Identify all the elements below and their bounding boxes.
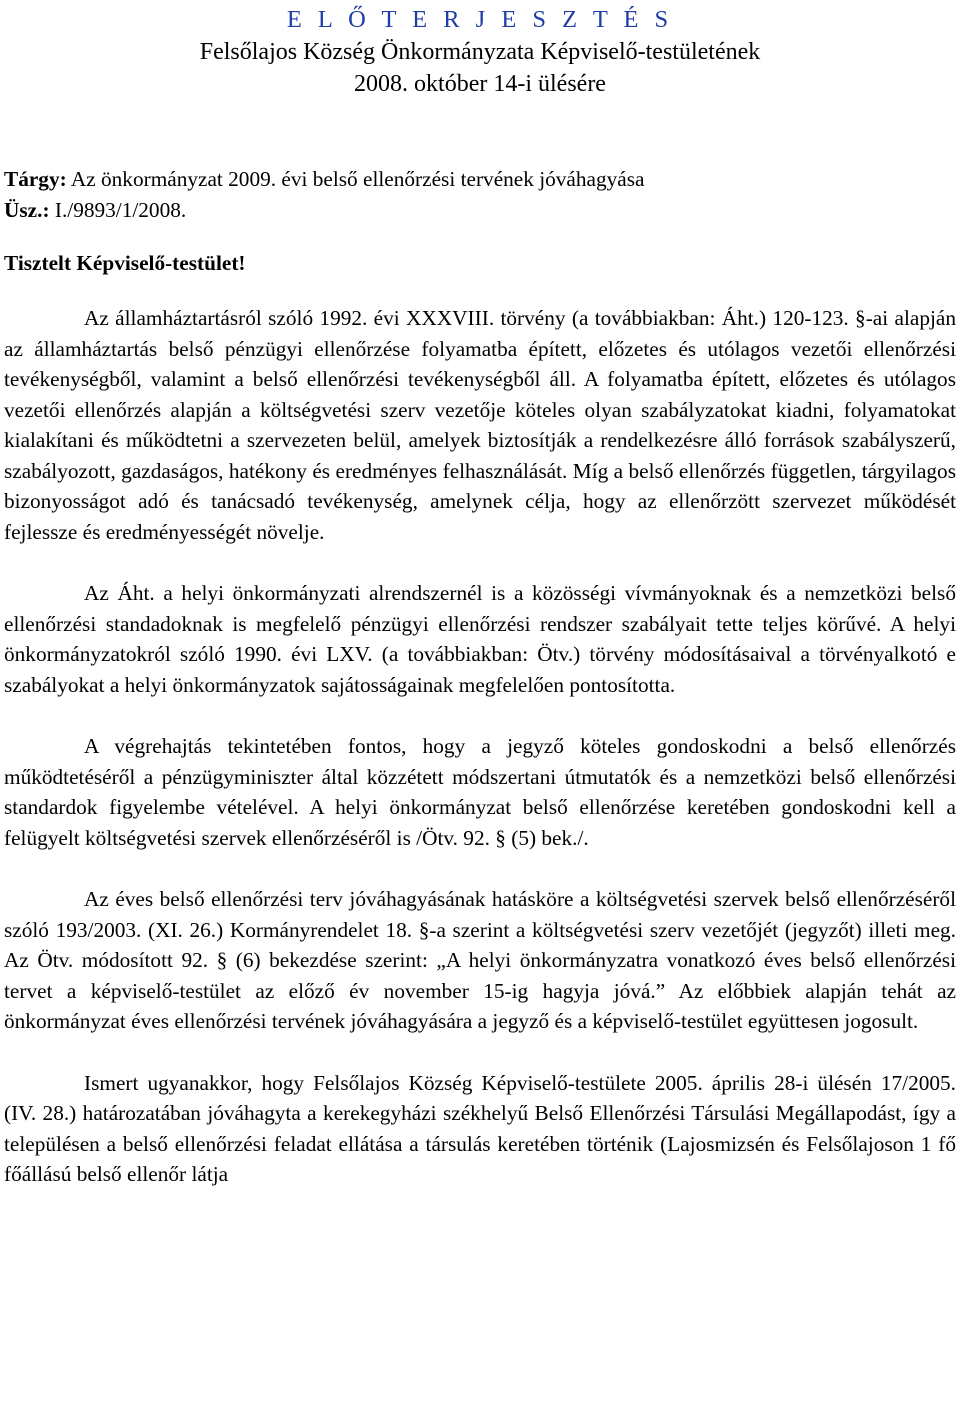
subject-label: Tárgy:: [4, 167, 67, 191]
reference-number: I./9893/1/2008.: [49, 198, 187, 222]
paragraph-3: A végrehajtás tekintetében fontos, hogy a jegyző köteles gondoskodni a belső ellenőrzés működtetéséről a pénzügyminiszter által közzétett módszertani útmutatók és a nemzetközi belső ellenőrzési standardok figyelembe vételével. A helyi önkormányzat belső ellenőrzése keretében gondoskodni kell a felügyelt költségvetési szervek ellenőrzéséről is /Ötv. 92. § (5) bek./.: [4, 734, 956, 850]
meeting-date-line: 2008. október 14-i ülésére: [354, 71, 606, 97]
reference-line: [4, 195, 956, 226]
subject-text: Az önkormányzat 2009. évi belső ellenőrzési tervének jóváhagyása: [66, 167, 645, 191]
document-header: [4, 4, 956, 100]
reference-label: Üsz.:: [4, 198, 50, 222]
paragraph-5: Ismert ugyanakkor, hogy Felsőlajos Község Képviselő-testülete 2005. április 28-i ülésén 17/2005. (IV. 28.) határozatában jóváhagyta a kerekegyházi székhelyű Belső Ellenőrzési Társulási Megállapodást, így a településen a belső ellenőrzési feladat ellátása a társulás keretében történik (Lajosmizsén és Felsőlajoson 1 fő főállású belső ellenőr látja: [4, 1070, 956, 1186]
paragraph-4: Az éves belső ellenőrzési terv jóváhagyásának hatásköre a költségvetési szervek belső ellenőrzéséről szóló 193/2003. (XI. 26.) Kormányrendelet 18. §-a szerint a költségvetési szerv vezetőjét (jegyzőt) illeti meg. Az Ötv. módosított 92. § (6) bekezdése szerint: „A helyi önkormányzatra vonatkozó éves belső ellenőrzési tervet a képviselő-testület az előző év november 15-ig hagyja jóvá.” Az előbbiek alapján tehát az önkormányzat éves ellenőrzési tervének jóváhagyására a jegyző és a képviselő-testület együttesen jogosult.: [4, 887, 956, 1033]
paragraph-1: Az államháztartásról szóló 1992. évi XXXVIII. törvény (a továbbiakban: Áht.) 120-123. §-ai alapján az államháztartás belső pénzügyi ellenőrzése folyamatba épített, előzetes és utólagos vezetői ellenőrzési tevékenységből, valamint a belső ellenőrzési tevékenységből áll. A folyamatba épített, előzetes és utólagos vezetői ellenőrzés alapján a költségvetési szerv vezetője köteles olyan szabályzatokat kiadni, folyamatokat kialakítani és működtetni a szervezeten belül, amelyek biztosítják a rendelkezésre álló források szabályszerű, szabályozott, gazdaságos, hatékony és eredményes felhasználását. Míg a belső ellenőrzés független, tárgyilagos bizonyosságot adó és tanácsadó tevékenység, amelynek célja, hogy az ellenőrzött szervezet működését fejlessze és eredményességét növelje.: [4, 306, 956, 544]
document-title: E L Ő T E R J E S Z T É S: [286, 6, 674, 33]
paragraph-2: Az Áht. a helyi önkormányzati alrendszernél is a közösségi vívmányoknak és a nemzetközi belső ellenőrzési standadoknak is megfelelő pénzügyi ellenőrzési rendszer szabályait tette teljes körűvé. A helyi önkormányzatokról szóló 1990. évi LXV. (a továbbiakban: Ötv.) törvény módosításaival a törvényalkotó e szabályokat a helyi önkormányzatok sajátosságainak megfelelően pontosította.: [4, 581, 956, 697]
subject-line: [4, 164, 956, 195]
salutation-text: Tisztelt Képviselő-testület!: [4, 251, 246, 275]
council-line: Felsőlajos Község Önkormányzata Képviselő-testületének: [199, 39, 761, 65]
salutation: [4, 248, 956, 279]
